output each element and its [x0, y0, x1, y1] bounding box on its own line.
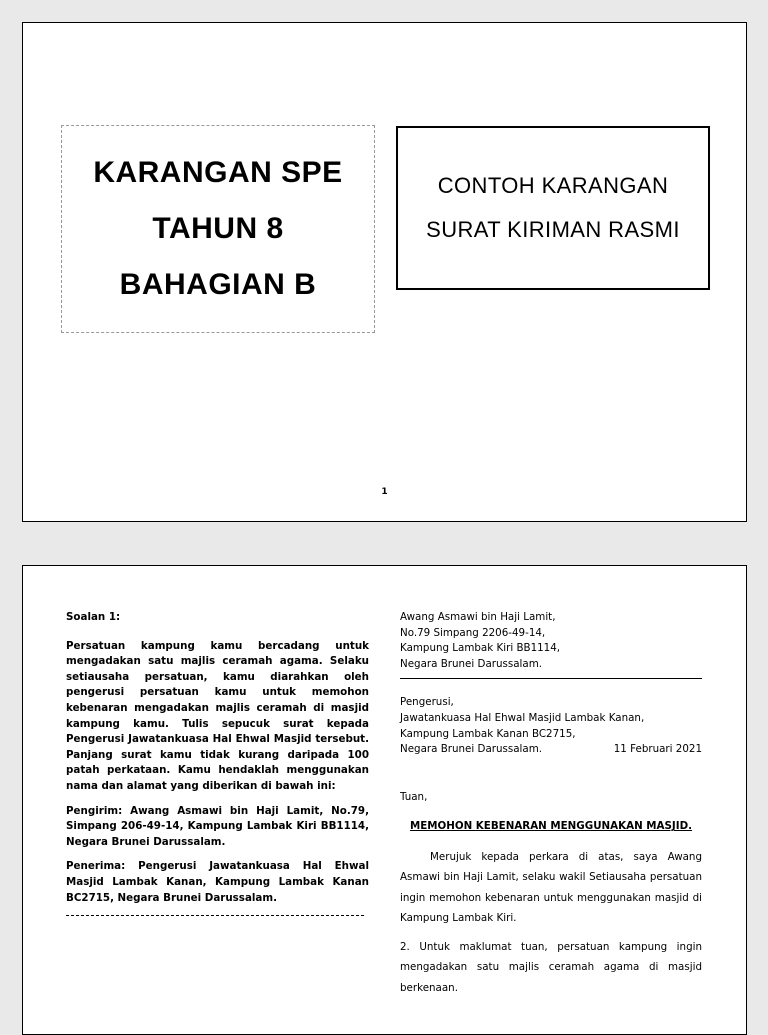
- subject-line: CONTOH KARANGAN: [437, 173, 669, 198]
- sender-info: Pengirim: Awang Asmawi bin Haji Lamit, No.79, Simpang 206-49-14, Kampung Lambak Kiri BB1114, Negara Brunei Darussalam.: [66, 804, 369, 848]
- letter-date: 11 Februari 2021: [613, 743, 702, 756]
- dashed-divider: [66, 915, 364, 916]
- subject-box: [396, 126, 710, 290]
- title-line: KARANGAN SPE: [93, 156, 343, 189]
- title-line: TAHUN 8: [152, 212, 284, 245]
- salutation: Tuan,: [400, 790, 428, 803]
- title-box: [61, 125, 375, 333]
- letter-paragraph: 2. Untuk maklumat tuan, persatuan kampung ingin mengadakan satu majlis ceramah agama di masjid berkenaan.: [400, 940, 702, 994]
- recipient-info: Penerima: Pengerusi Jawatankuasa Hal Ehwal Masjid Lambak Kanan, Kampung Lambak Kanan BC2715, Negara Brunei Darussalam.: [66, 860, 369, 904]
- question-column: [66, 610, 369, 916]
- cover-page: [22, 22, 747, 522]
- letter-paragraph: Merujuk kepada perkara di atas, saya Awang Asmawi bin Haji Lamit, selaku wakil Setiausaha persatuan ingin memohon kebenaran untuk menggunakan masjid di Kampung Lambak Kiri.: [400, 850, 702, 925]
- address-line: Awang Asmawi bin Haji Lamit,: [400, 611, 556, 623]
- recipient-address: [400, 695, 702, 757]
- address-line: No.79 Simpang 2206-49-14,: [400, 626, 546, 639]
- content-page: [22, 565, 747, 1035]
- page-number: 1: [381, 487, 388, 497]
- title-line: BAHAGIAN B: [119, 268, 317, 301]
- address-line: Jawatankuasa Hal Ehwal Masjid Lambak Kanan,: [400, 711, 645, 724]
- subject-line: SURAT KIRIMAN RASMI: [426, 217, 680, 242]
- sender-address: [400, 610, 702, 672]
- address-line: Pengerusi,: [400, 696, 454, 709]
- address-line: Negara Brunei Darussalam.: [400, 743, 543, 756]
- letter-subject: MEMOHON KEBENARAN MENGGUNAKAN MASJID.: [409, 820, 693, 833]
- address-line: Kampung Lambak Kanan BC2715,: [400, 727, 576, 740]
- address-line: Negara Brunei Darussalam.: [400, 657, 543, 670]
- address-line: Kampung Lambak Kiri BB1114,: [400, 642, 561, 655]
- question-label: Soalan 1:: [66, 611, 121, 623]
- address-divider: [400, 678, 702, 679]
- address-date-line: [400, 742, 702, 758]
- question-paragraph: Persatuan kampung kamu bercadang untuk mengadakan satu majlis ceramah agama. Selaku setiausaha persatuan, kamu diarahkan oleh pengerusi persatuan kamu untuk memohon kebenaran mengadakan majlis ceramah di masjid kampung kamu. Tulis sepucuk surat kepada Pengerusi Jawatankuasa Hal Ehwal Masjid tersebut. Panjang surat kamu tidak kurang daripada 100 patah perkataan. Kamu hendaklah menggunakan nama dan alamat yang diberikan di bawah ini:: [66, 639, 369, 792]
- letter-column: [400, 610, 702, 1006]
